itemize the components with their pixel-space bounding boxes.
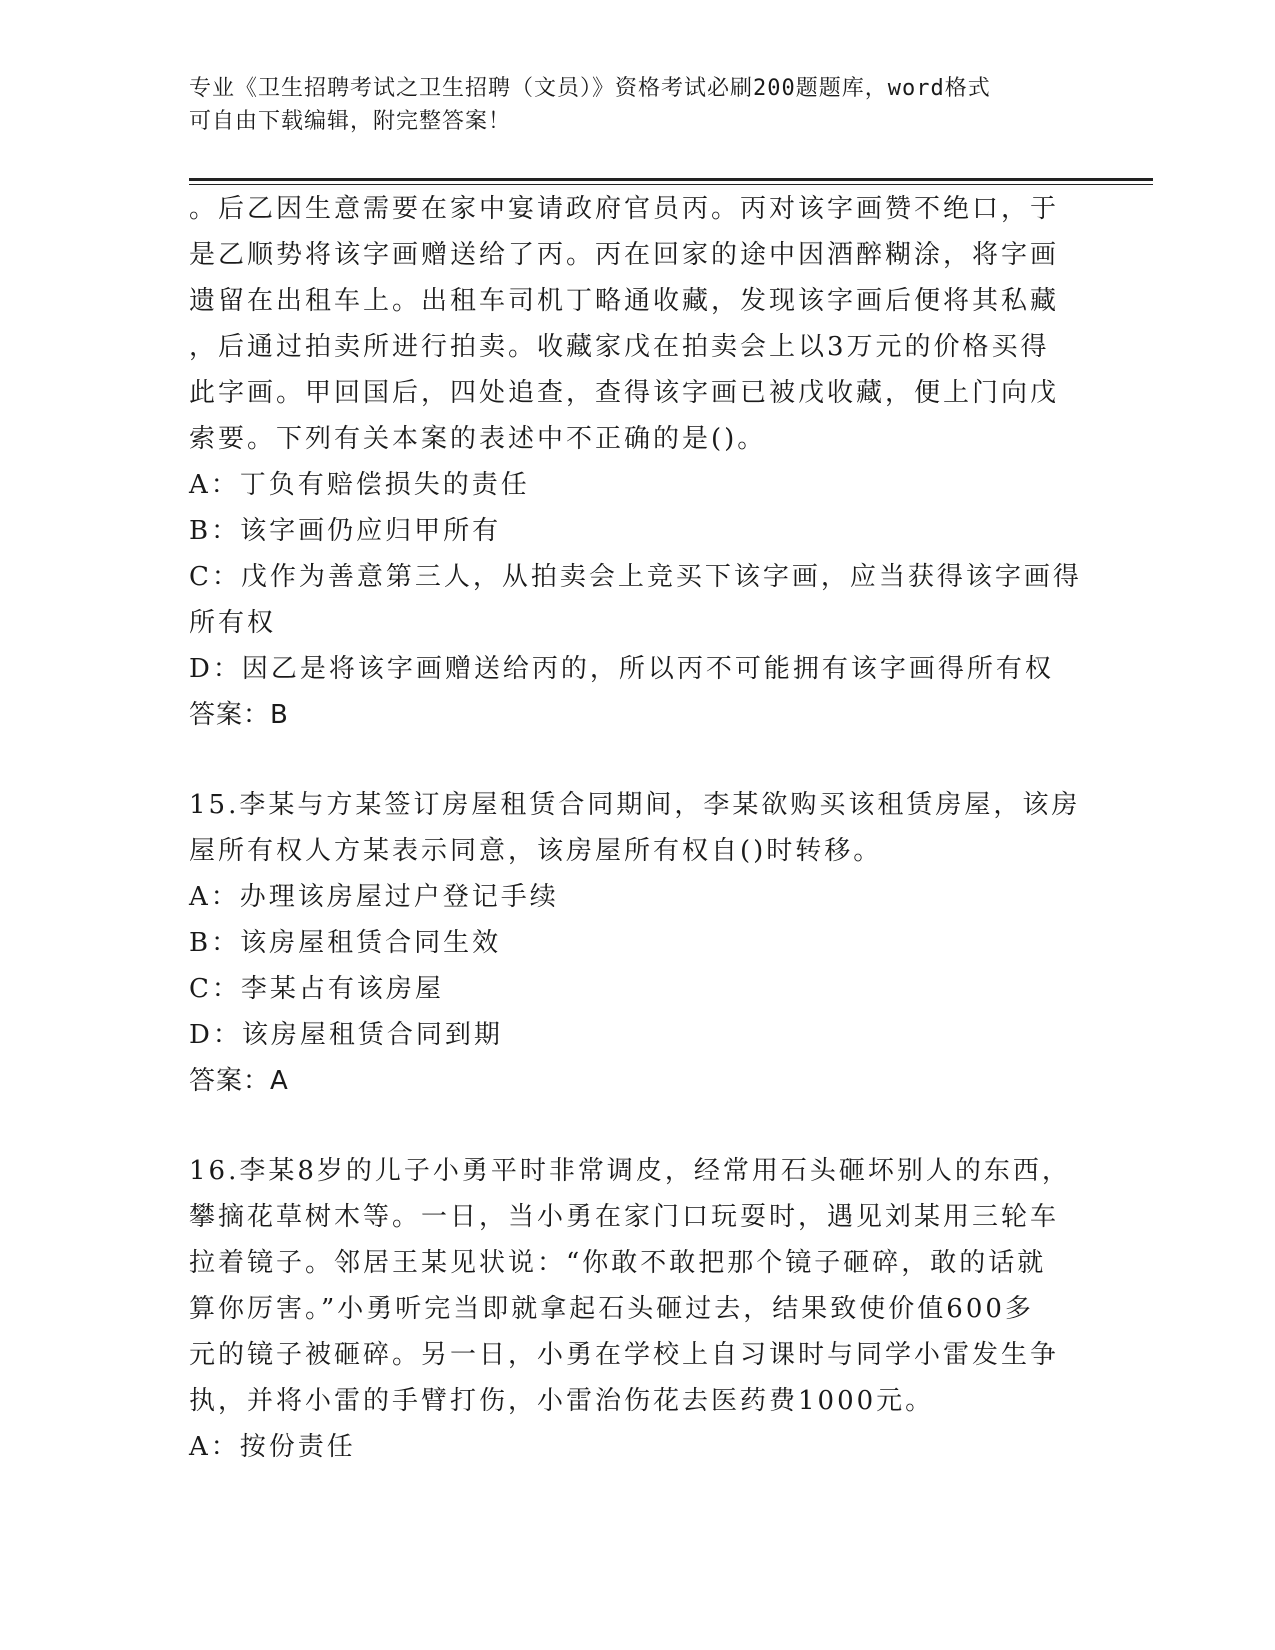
- document-body: [189, 186, 1089, 1470]
- question-16-stem-line: 执，并将小雷的手臂打伤，小雷治伤花去医药费1000元。: [189, 1386, 935, 1416]
- question-15-answer: 答案：A: [189, 1066, 289, 1096]
- question-15-option-a: A：办理该房屋过户登记手续: [189, 882, 559, 912]
- question-16-stem-line: 16.李某8岁的儿子小勇平时非常调皮，经常用石头砸坏别人的东西，: [189, 1156, 1071, 1186]
- question-15-option-b: B：该房屋租赁合同生效: [189, 928, 502, 958]
- header-divider-thick: [189, 178, 1153, 181]
- question-16-stem-line: 拉着镜子。邻居王某见状说：“你敢不敢把那个镜子砸碎，敢的话就: [189, 1248, 1047, 1278]
- question-16-stem-line: 攀摘花草树木等。一日，当小勇在家门口玩耍时，遇见刘某用三轮车: [189, 1202, 1060, 1232]
- question-15-option-d: D：该房屋租赁合同到期: [189, 1020, 503, 1050]
- question-16: [189, 1148, 1089, 1470]
- question-14-option-a: A：丁负有赔偿损失的责任: [189, 470, 530, 500]
- question-14-option-c-continued: 所有权: [189, 608, 277, 638]
- question-14-stem-line: 索要。下列有关本案的表述中不正确的是()。: [189, 424, 767, 454]
- question-spacer: [189, 1104, 1089, 1148]
- question-14-stem-line: 是乙顺势将该字画赠送给了丙。丙在回家的途中因酒醉糊涂，将字画: [189, 240, 1060, 270]
- question-14-stem-line: 。后乙因生意需要在家中宴请政府官员丙。丙对该字画赞不绝口，于: [189, 194, 1060, 224]
- question-14-option-b: B：该字画仍应归甲所有: [189, 516, 502, 546]
- question-14-answer: 答案：B: [189, 700, 289, 730]
- question-16-option-a: A：按份责任: [189, 1432, 356, 1462]
- question-15: [189, 782, 1089, 1104]
- question-15-option-c: C：李某占有该房屋: [189, 974, 444, 1004]
- question-14: [189, 186, 1089, 738]
- question-spacer: [189, 738, 1089, 782]
- question-14-option-c: C：戊作为善意第三人，从拍卖会上竞买下该字画，应当获得该字画得: [189, 562, 1082, 592]
- header-title-line-2: 可自由下载编辑，附完整答案！: [189, 109, 512, 134]
- question-14-stem-line: 遗留在出租车上。出租车司机丁略通收藏，发现该字画后便将其私藏: [189, 286, 1060, 316]
- header-title-line-1: 专业《卫生招聘考试之卫生招聘（文员）》资格考试必刷200题题库，word格式: [189, 76, 991, 101]
- question-16-stem-line: 算你厉害。”小勇听完当即就拿起石头砸过去，结果致使价值600多: [189, 1294, 1034, 1324]
- question-14-stem-line: 此字画。甲回国后，四处追查，查得该字画已被戊收藏，便上门向戊: [189, 378, 1060, 408]
- header-divider-thin: [189, 184, 1153, 185]
- question-14-stem-line: ，后通过拍卖所进行拍卖。收藏家戊在拍卖会上以3万元的价格买得: [189, 332, 1050, 362]
- document-header: [189, 72, 1069, 138]
- question-16-stem-line: 元的镜子被砸碎。另一日，小勇在学校上自习课时与同学小雷发生争: [189, 1340, 1060, 1370]
- question-14-option-d: D：因乙是将该字画赠送给丙的，所以丙不可能拥有该字画得所有权: [189, 654, 1054, 684]
- question-15-stem-line: 屋所有权人方某表示同意，该房屋所有权自()时转移。: [189, 836, 883, 866]
- question-15-stem-line: 15.李某与方某签订房屋租赁合同期间，李某欲购买该租赁房屋，该房: [189, 790, 1081, 820]
